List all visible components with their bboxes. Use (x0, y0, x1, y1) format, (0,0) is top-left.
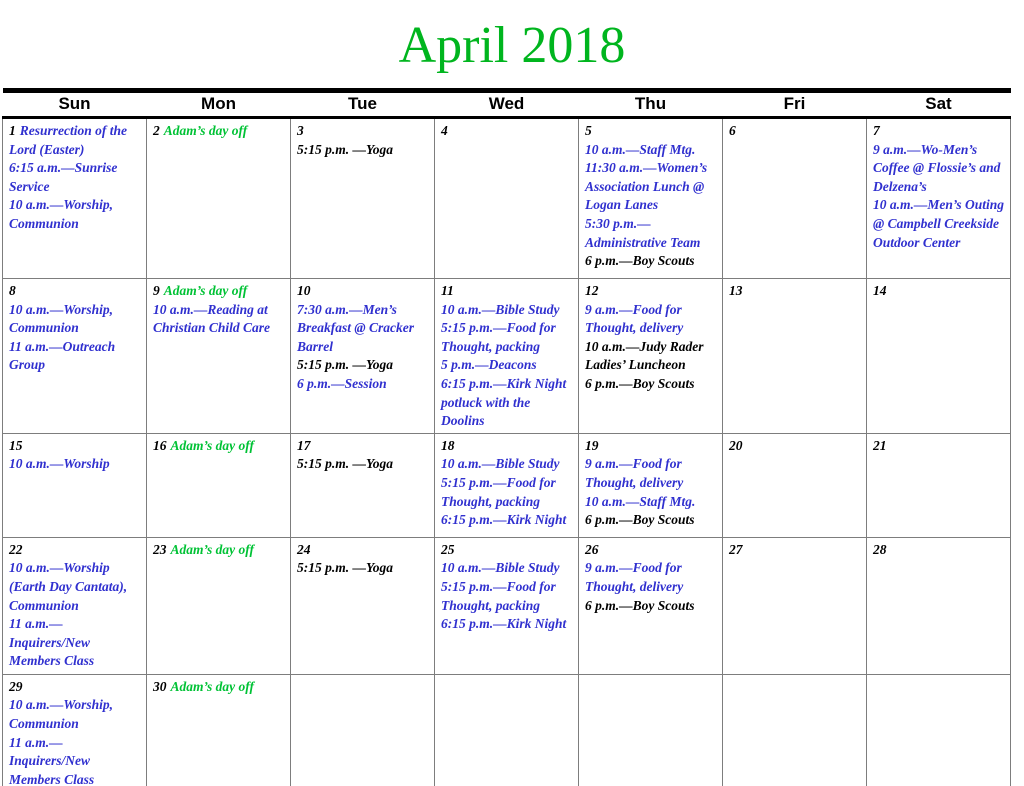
event-text: Adam’s day off (170, 437, 254, 453)
event-text: 10 a.m.—Worship, Communion (9, 197, 114, 231)
event-text: 6 p.m.—Boy Scouts (585, 253, 695, 269)
event-text: 5:30 p.m.— Administrative Team (585, 215, 701, 250)
event-text: 7:30 a.m.—Men’s Breakfast @ Cracker Barrel (297, 301, 414, 354)
day-cell-head (9, 282, 141, 301)
day-cell-5 (579, 118, 723, 279)
day-number: 28 (873, 541, 887, 557)
day-cell-6 (723, 118, 867, 279)
day-number: 21 (873, 437, 887, 453)
week-row-3 (3, 433, 1011, 537)
empty-cell (723, 674, 867, 786)
event-text: 10 a.m.—Worship, Communion (9, 301, 114, 336)
day-cell-head (873, 541, 1005, 560)
day-cell-18 (435, 433, 579, 537)
day-cell-head (585, 541, 717, 560)
event-text: 5:15 p.m.—Food for Thought, packing (441, 474, 556, 509)
day-cell-17 (291, 433, 435, 537)
day-cell-head (873, 282, 1005, 301)
day-cell-head (585, 122, 717, 141)
weekday-header-sun: Sun (58, 94, 91, 113)
day-cell-13 (723, 279, 867, 434)
event-text: 10 a.m.—Worship (Earth Day Cantata), Communion (9, 560, 128, 613)
day-cell-head (585, 437, 717, 456)
event-text: 10 a.m.—Bible Study (441, 301, 560, 317)
day-number: 7 (873, 123, 880, 138)
day-cell-head (873, 122, 1005, 141)
day-cell-30 (147, 674, 291, 786)
empty-cell (579, 674, 723, 786)
weekday-header-wed: Wed (488, 94, 525, 113)
day-cell-head (441, 122, 573, 141)
day-number: 12 (585, 283, 599, 298)
day-number: 1 (9, 123, 16, 138)
day-number: 17 (297, 437, 311, 453)
day-number: 4 (441, 123, 448, 138)
day-cell-head (153, 122, 285, 141)
event-text: 6 p.m.—Boy Scouts (585, 512, 695, 528)
day-cell-head (9, 678, 141, 697)
event-text: 10 a.m.—Staff Mtg. (585, 141, 696, 157)
weekday-header-mon: Mon (201, 94, 236, 113)
week-row-5 (3, 674, 1011, 786)
day-number: 10 (297, 283, 311, 298)
event-text: 9 a.m.—Food for Thought, delivery (585, 301, 684, 336)
event-text: 10 a.m.—Staff Mtg. (585, 493, 696, 509)
day-cell-head (153, 678, 285, 697)
event-text: Adam’s day off (170, 678, 254, 694)
day-number: 6 (729, 123, 736, 138)
day-cell-19 (579, 433, 723, 537)
day-cell-head (441, 541, 573, 560)
event-text: Resurrection of the Lord (Easter) (9, 123, 128, 157)
event-text: 10 a.m.—Bible Study (441, 456, 560, 472)
day-cell-29 (3, 674, 147, 786)
day-number: 19 (585, 437, 599, 453)
day-cell-16 (147, 433, 291, 537)
day-cell-22 (3, 537, 147, 674)
day-number: 9 (153, 283, 160, 298)
week-row-4 (3, 537, 1011, 674)
day-cell-head (9, 541, 141, 560)
day-cell-14 (867, 279, 1011, 434)
day-cell-head (297, 437, 429, 456)
event-text: 6 p.m.—Session (297, 375, 387, 391)
calendar-table (2, 88, 1011, 786)
day-cell-25 (435, 537, 579, 674)
weekday-header-sat: Sat (925, 94, 952, 113)
calendar-body (3, 118, 1011, 786)
day-cell-head (441, 437, 573, 456)
day-cell-2 (147, 118, 291, 279)
day-cell-head (441, 282, 573, 301)
weekday-header-thu: Thu (634, 94, 667, 113)
day-cell-7 (867, 118, 1011, 279)
day-cell-9 (147, 279, 291, 434)
day-cell-head (153, 437, 285, 456)
day-cell-4 (435, 118, 579, 279)
day-cell-26 (579, 537, 723, 674)
day-cell-1 (3, 118, 147, 279)
event-text: 5:15 p.m. —Yoga (297, 560, 393, 576)
calendar-container (2, 88, 1011, 786)
day-cell-28 (867, 537, 1011, 674)
day-cell-21 (867, 433, 1011, 537)
week-row-1 (3, 118, 1011, 279)
event-text: 6 p.m.—Boy Scouts (585, 375, 695, 391)
weekday-header-tue: Tue (348, 94, 377, 113)
day-number: 3 (297, 123, 304, 138)
event-text: 5:15 p.m.—Food for Thought, packing (441, 320, 556, 354)
empty-cell (291, 674, 435, 786)
day-number: 5 (585, 123, 592, 138)
day-number: 25 (441, 541, 455, 557)
day-cell-head (729, 437, 861, 456)
day-number: 22 (9, 541, 23, 557)
day-number: 18 (441, 437, 455, 453)
day-number: 13 (729, 283, 743, 298)
event-text: 10 a.m.—Worship (9, 456, 110, 472)
event-text: 9 a.m.—Wo-Men’s Coffee @ Flossie’s and Delzena’s (873, 141, 1001, 194)
day-cell-head (153, 541, 285, 560)
day-cell-head (873, 437, 1005, 456)
week-row-2 (3, 279, 1011, 434)
event-text: 10 a.m.—Reading at Christian Child Care (153, 301, 271, 336)
day-number: 15 (9, 437, 23, 453)
day-cell-head (729, 282, 861, 301)
day-cell-12 (579, 279, 723, 434)
day-cell-head (297, 541, 429, 560)
event-text: Adam’s day off (170, 541, 254, 557)
event-text: 11 a.m.—Inquirers/New Members Class (9, 616, 95, 669)
day-cell-11 (435, 279, 579, 434)
day-cell-head (729, 541, 861, 560)
day-cell-head (729, 122, 861, 141)
day-cell-15 (3, 433, 147, 537)
day-cell-23 (147, 537, 291, 674)
day-number: 2 (153, 123, 160, 138)
day-number: 29 (9, 678, 23, 694)
event-text: 10 a.m.—Bible Study (441, 560, 560, 576)
event-text: 10 a.m.—Men’s Outing @ Campbell Creekside Outdoor Center (873, 197, 1005, 250)
day-cell-head (153, 282, 285, 301)
event-text: 5:15 p.m.—Food for Thought, packing (441, 578, 556, 613)
day-number: 20 (729, 437, 743, 453)
day-cell-3 (291, 118, 435, 279)
event-text: 11 a.m.—Inquirers/New Members Class (9, 734, 95, 786)
calendar-title: April 2018 (398, 17, 626, 74)
day-cell-head (9, 437, 141, 456)
event-text: 5:15 p.m. —Yoga (297, 141, 393, 157)
event-text: 11 a.m.—Outreach Group (9, 338, 116, 373)
day-number: 23 (153, 541, 167, 557)
weekday-header-row (3, 91, 1011, 118)
weekday-header-fri: Fri (783, 94, 806, 113)
day-cell-20 (723, 433, 867, 537)
event-text: 6 p.m.—Boy Scouts (585, 597, 695, 613)
event-text: 6:15 a.m.—Sunrise Service (9, 160, 118, 194)
day-cell-head (585, 282, 717, 301)
day-number: 8 (9, 283, 16, 298)
event-text: 10 a.m.—Judy Rader Ladies’ Luncheon (585, 338, 704, 373)
empty-cell (435, 674, 579, 786)
day-cell-head (9, 122, 141, 159)
day-cell-10 (291, 279, 435, 434)
event-text: 10 a.m.—Worship, Communion (9, 697, 114, 731)
day-number: 16 (153, 437, 167, 453)
day-number: 11 (441, 283, 454, 298)
day-cell-head (297, 122, 429, 141)
day-cell-24 (291, 537, 435, 674)
day-cell-27 (723, 537, 867, 674)
event-text: 6:15 p.m.—Kirk Night (441, 512, 567, 528)
event-text: 5:15 p.m. —Yoga (297, 357, 393, 373)
event-text: 5 p.m.—Deacons (441, 357, 537, 373)
event-text: 9 a.m.—Food for Thought, delivery (585, 560, 684, 594)
day-number: 14 (873, 283, 887, 298)
day-cell-head (297, 282, 429, 301)
day-number: 27 (729, 541, 743, 557)
event-text: Adam’s day off (163, 123, 248, 138)
event-text: 11:30 a.m.—Women’s Association Lunch @ Logan Lanes (585, 160, 708, 213)
event-text: 5:15 p.m. —Yoga (297, 456, 393, 472)
event-text: 6:15 p.m.—Kirk Night potluck with the Doolins (441, 375, 567, 429)
event-text: 6:15 p.m.—Kirk Night (441, 616, 567, 632)
event-text: 9 a.m.—Food for Thought, delivery (585, 456, 684, 490)
day-number: 26 (585, 541, 599, 557)
day-cell-8 (3, 279, 147, 434)
day-number: 24 (297, 541, 311, 557)
empty-cell (867, 674, 1011, 786)
day-number: 30 (153, 678, 167, 694)
event-text: Adam’s day off (163, 283, 248, 298)
